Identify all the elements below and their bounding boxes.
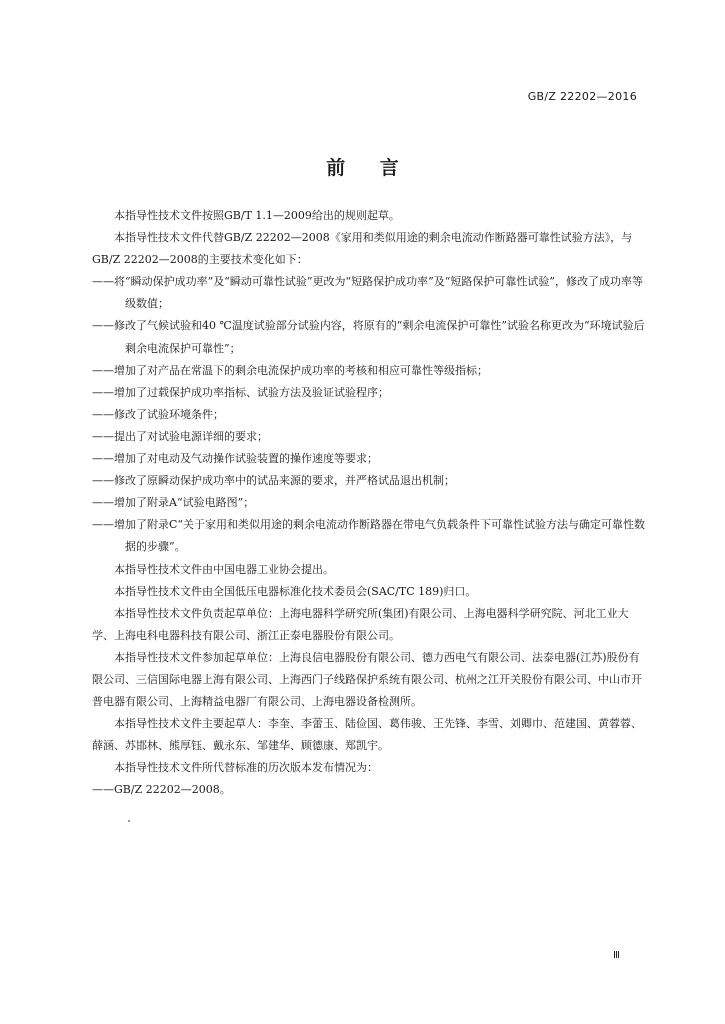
paragraph: 本指导性技术文件参加起草单位：上海良信电器股份有限公司、德力西电气有限公司、法泰电器(江苏)股份有限公司、三信国际电器上海有限公司、上海西门子线路保护系统有限公司、杭州之江开关股份有限公司、中山市开普电器有限公司、上海精益电器厂有限公司、上海电器设备检测所。 <box>92 650 642 709</box>
list-item: ——提出了对试验电源详细的要求； <box>92 429 268 443</box>
list-item: ——修改了原瞬动保护成功率中的试品来源的要求，并严格试品退出机制； <box>92 474 455 488</box>
page-number: Ⅲ <box>613 950 620 961</box>
paragraph: 本指导性技术文件代替GB/Z 22202—2008《家用和类似用途的剩余电流动作断路器可靠性试验方法》，与GB/Z 22202—2008的主要技术变化如下： <box>92 231 633 267</box>
page-title: 前 言 <box>326 157 399 179</box>
paragraph: 本指导性技术文件负责起草单位：上海电器科学研究所(集团)有限公司、上海电器科学研究院、河北工业大学、上海电科电器科技有限公司、浙江正泰电器股份有限公司。 <box>92 606 629 642</box>
document-code: GB/Z 22202—2016 <box>527 90 637 103</box>
foreword-body <box>92 205 647 802</box>
list-item: ——增加了附录A“试验电路图”； <box>92 496 255 510</box>
list-item: ——修改了试验环境条件； <box>92 407 224 421</box>
list-item: ——增加了对产品在常温下的剩余电流保护成功率的考核和相应可靠性等级指标； <box>92 363 488 377</box>
paragraph: 本指导性技术文件主要起草人：李奎、李蕾玉、陆俭国、葛伟骏、王先锋、李雪、刘卿巾、范建国、黄蓉蓉、薛涵、苏邯林、熊厚钰、戴永东、邹建华、顾德康、郑凯宇。 <box>92 717 642 753</box>
list-item: ——将“瞬动保护成功率”及“瞬动可靠性试验”更改为“短路保护成功率”及“短路保护可靠性试验”，修改了成功率等级数值； <box>92 275 643 311</box>
list-item: ——增加了过载保护成功率指标、试验方法及验证试验程序； <box>92 385 389 399</box>
stray-mark <box>128 820 130 822</box>
paragraph: 本指导性技术文件按照GB/T 1.1—2009给出的规则起草。 <box>114 209 400 222</box>
paragraph: 本指导性技术文件所代替标准的历次版本发布情况为： <box>114 761 378 775</box>
list-item: ——GB/Z 22202—2008。 <box>92 783 231 797</box>
list-item: ——增加了对电动及气动操作试验装置的操作速度等要求； <box>92 452 378 466</box>
paragraph: 本指导性技术文件由全国低压电器标准化技术委员会(SAC/TC 189)归口。 <box>114 584 477 598</box>
list-item: ——修改了气候试验和40 ℃温度试验部分试验内容，将原有的“剩余电流保护可靠性”试验名称更改为“环境试验后剩余电流保护可靠性”； <box>92 319 645 355</box>
paragraph: 本指导性技术文件由中国电器工业协会提出。 <box>114 562 334 576</box>
list-item: ——增加了附录C“关于家用和类似用途的剩余电流动作断路器在带电气负载条件下可靠性试验方法与确定可靠性数据的步骤”。 <box>92 518 646 554</box>
